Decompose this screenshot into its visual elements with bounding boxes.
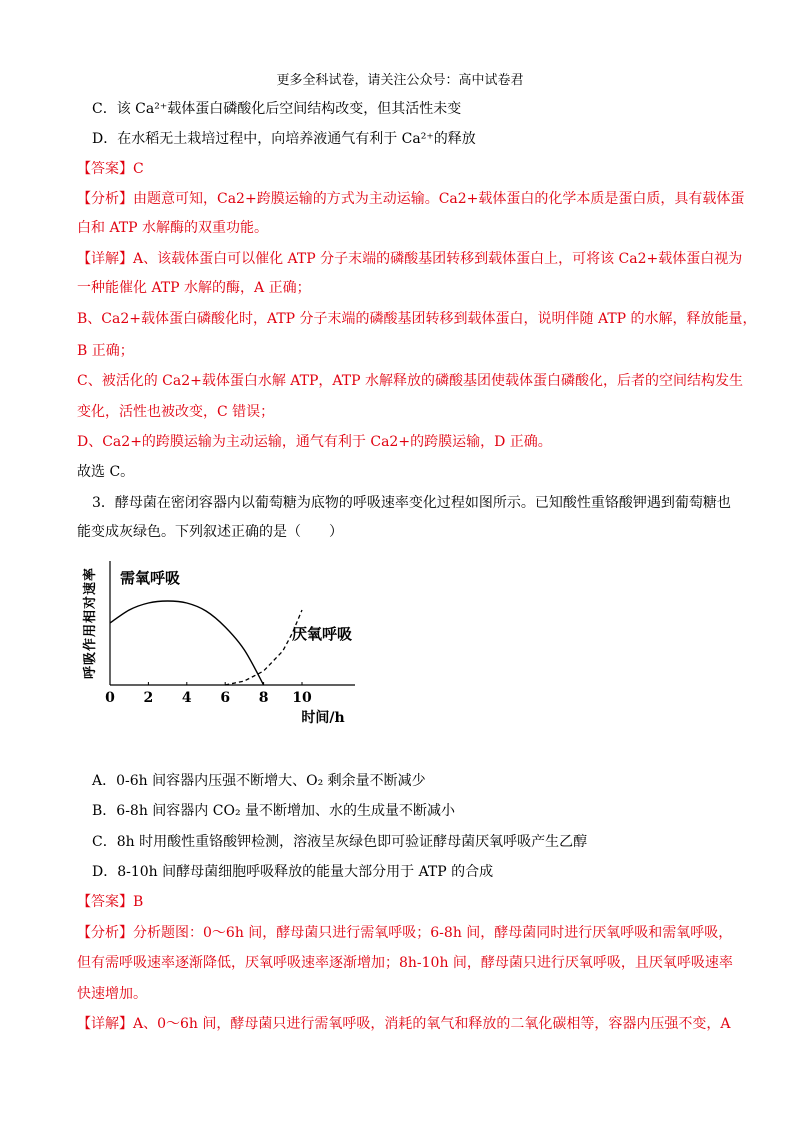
q3-detail-line-1: 【详解】A、0～6h 间，酵母菌只进行需氧呼吸，消耗的氧气和释放的二氧化碳相等，容器内压强不变，A xyxy=(77,1016,731,1032)
q3-answer: 【答案】B xyxy=(77,894,144,910)
respiration-rate-chart xyxy=(80,553,380,728)
q3-stem-line-1: 3．酵母菌在密闭容器内以葡萄糖为底物的呼吸速率变化过程如图所示。已知酸性重铬酸钾遇到葡萄糖也 xyxy=(92,495,731,511)
q3-analysis-line-2: 但有需呼吸速率逐渐降低，厌氧呼吸速率逐渐增加；8h-10h 间，酵母菌只进行厌氧呼吸，且厌氧呼吸速率 xyxy=(77,955,733,971)
q2-option-c: C．该 Ca²⁺载体蛋白磷酸化后空间结构改变，但其活性未变 xyxy=(92,101,462,117)
q3-stem-line-2: 能变成灰绿色。下列叙述正确的是（ ） xyxy=(77,524,343,540)
q2-detail-line-6: 变化，活性也被改变，C 错误； xyxy=(77,404,275,420)
q2-detail-line-5: C、被活化的 Ca2+载体蛋白水解 ATP，ATP 水解释放的磷酸基团使载体蛋白磷酸化，后者的空间结构发生 xyxy=(77,373,743,389)
q3-option-a: A．0-6h 间容器内压强不断增大、O₂ 剩余量不断减少 xyxy=(92,773,426,789)
q2-analysis-line-2: 白和 ATP 水解酶的双重功能。 xyxy=(77,220,269,236)
x-tick-label: 10 xyxy=(292,690,312,706)
q2-detail-line-7: D、Ca2+的跨膜运输为主动运输，通气有利于 Ca2+的跨膜运输，D 正确。 xyxy=(77,434,552,450)
x-axis-label: 时间/h xyxy=(301,710,345,726)
q2-detail-line-4: B 正确； xyxy=(77,343,134,359)
anaerobic-respiration-label: 厌氧呼吸 xyxy=(292,625,353,643)
q2-analysis-line-1: 【分析】由题意可知，Ca2+跨膜运输的方式为主动运输。Ca2+载体蛋白的化学本质是蛋白质，具有载体蛋 xyxy=(77,191,745,207)
q2-detail-line-3: B、Ca2+载体蛋白磷酸化时，ATP 分子末端的磷酸基团转移到载体蛋白，说明伴随 ATP 的水解，释放能量， xyxy=(77,311,757,327)
x-tick-label: 6 xyxy=(220,690,231,706)
q3-option-c: C．8h 时用酸性重铬酸钾检测，溶液呈灰绿色即可验证酵母菌厌氧呼吸产生乙醇 xyxy=(92,834,588,850)
y-axis-label: 呼吸作用相对速率 xyxy=(83,566,98,680)
q3-analysis-line-1: 【分析】分析题图：0～6h 间，酵母菌只进行需氧呼吸；6-8h 间，酵母菌同时进行厌氧呼吸和需氧呼吸， xyxy=(77,925,733,941)
x-tick-label: 8 xyxy=(258,690,269,706)
q3-analysis-line-3: 快速增加。 xyxy=(77,986,147,1002)
aerobic-respiration-label: 需氧呼吸 xyxy=(120,569,181,587)
q2-detail-line-1: 【详解】A、该载体蛋白可以催化 ATP 分子末端的磷酸基团转移到载体蛋白上，可将该 Ca2+载体蛋白视为 xyxy=(77,251,743,267)
x-tick-label: 4 xyxy=(181,690,192,706)
x-tick-label: 0 xyxy=(105,690,115,706)
anaerobic-respiration-curve xyxy=(225,610,302,685)
page-header: 更多全科试卷，请关注公众号：高中试卷君 xyxy=(276,73,524,88)
aerobic-respiration-curve xyxy=(110,601,264,685)
q3-option-d: D．8-10h 间酵母菌细胞呼吸释放的能量大部分用于 ATP 的合成 xyxy=(92,864,494,880)
x-tick-label: 2 xyxy=(143,690,154,706)
q2-answer: 【答案】C xyxy=(77,161,144,177)
q2-option-d: D．在水稻无土栽培过程中，向培养液通气有利于 Ca²⁺的释放 xyxy=(92,131,476,147)
q2-conclusion: 故选 C。 xyxy=(77,464,135,480)
q3-option-b: B．6-8h 间容器内 CO₂ 量不断增加、水的生成量不断减小 xyxy=(92,803,456,819)
q2-detail-line-2: 一种能催化 ATP 水解的酶，A 正确； xyxy=(77,280,311,296)
